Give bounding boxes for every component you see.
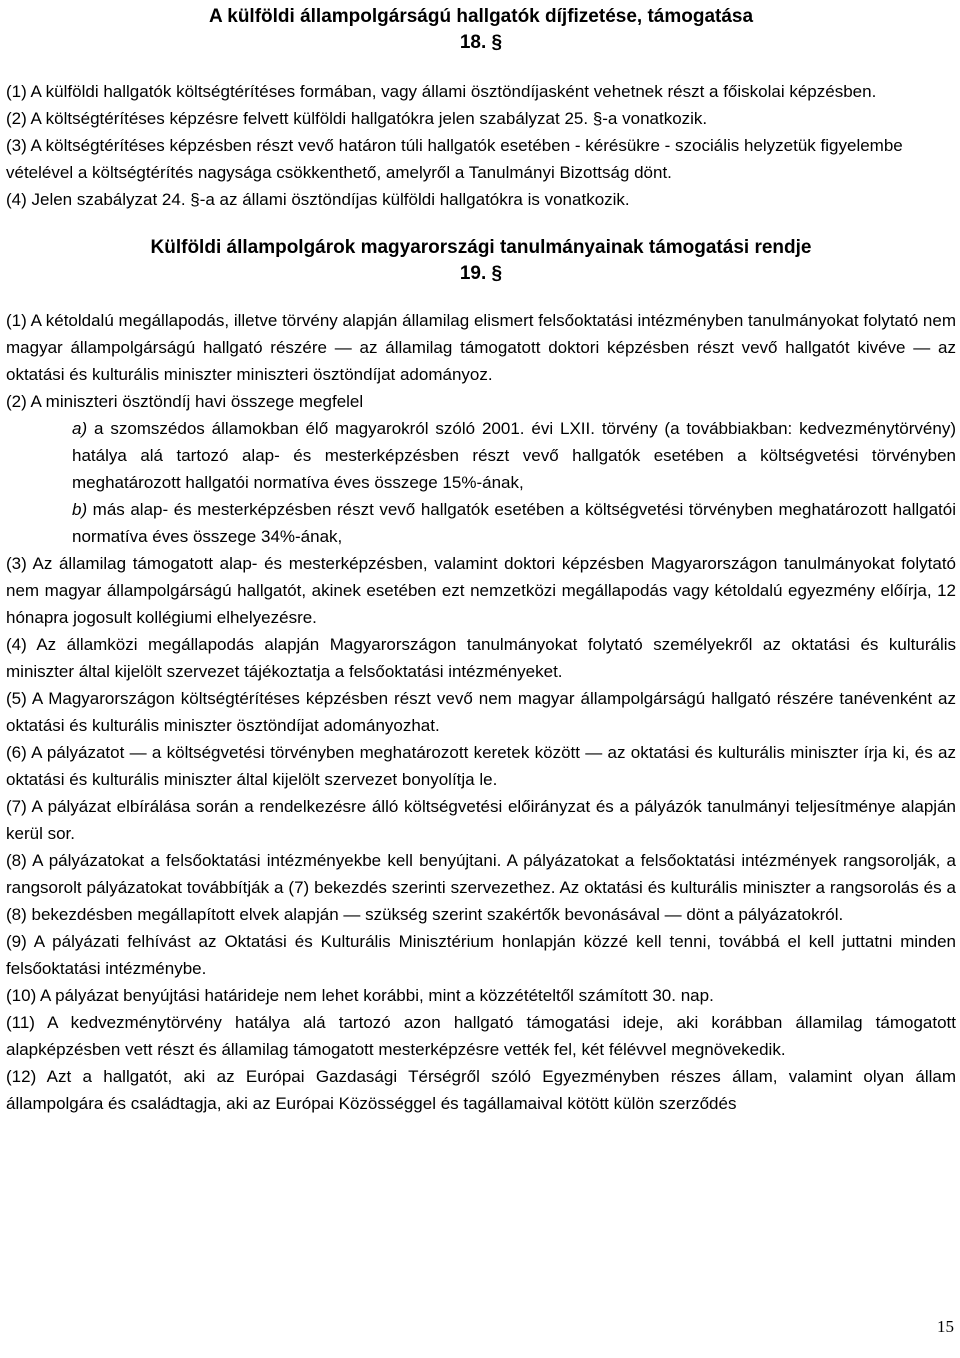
page-number: 15	[937, 1317, 954, 1336]
section-number: 19. §	[459, 263, 503, 284]
paragraph: (3) A költségtérítéses képzésben részt vevő határon túli hallgatók esetében - kérésükre - szociális helyzetük figyelembe vételével a költségtérítés nagysága csökkenthető, amelyről a Tanulmányi Bizottság dönt.	[6, 136, 903, 182]
paragraph: (4) Jelen szabályzat 24. §-a az állami ösztöndíjas külföldi hallgatókra is vonatkozik.	[6, 190, 630, 209]
paragraph: (8) A pályázatokat a felsőoktatási intézményekbe kell benyújtani. A pályázatokat a felsőoktatási intézmények rangsorolják, a rangsorolt pályázatokat továbbítják a (7) bekezdés szerinti szervezethez. Az oktatási és kulturális miniszter a rangsorolás és a (8) bekezdésben megállapított elvek alapján ― szükség szerint szakértők bevonásával ― dönt a pályázatokról.	[6, 851, 956, 924]
paragraph: (1) A kétoldalú megállapodás, illetve törvény alapján államilag elismert felsőoktatási intézményben tanulmányokat folytató nem magyar állampolgárságú hallgató részére ― az államilag támogatott doktori képzésben részt vevő hallgatót kivéve ― az oktatási és kulturális miniszter miniszteri ösztöndíjat adományoz.	[6, 311, 956, 384]
paragraph: (11) A kedvezménytörvény hatálya alá tartozó azon hallgató támogatási ideje, aki korábban államilag támogatott alapképzésben vett részt és államilag támogatott mesterképzésre vették fel, két félévvel megnövekedik.	[6, 1013, 956, 1059]
list-item-text: más alap- és mesterképzésben részt vevő hallgatók esetében a költségvetési törvényben meghatározott hallgatói normatíva éves összege 34%-ának,	[72, 500, 956, 546]
section-title: A külföldi állampolgárságú hallgatók díjfizetése, támogatása	[208, 6, 754, 27]
list-item	[72, 496, 956, 550]
paragraph: (9) A pályázati felhívást az Oktatási és Kulturális Minisztérium honlapján közzé kell tenni, továbbá el kell juttatni minden felsőoktatási intézménybe.	[6, 932, 956, 978]
paragraph: (3) Az államilag támogatott alap- és mesterképzésben, valamint doktori képzésben Magyarországon tanulmányokat folytató nem magyar állampolgárságú hallgatót, akinek esetében ezt nemzetközi megállapodás vagy kétoldalú egyezmény előírja, 12 hónapra jogosult kollégiumi elhelyezésre.	[6, 554, 956, 627]
paragraph: (10) A pályázat benyújtási határideje nem lehet korábbi, mint a közzétételtől számított 30. nap.	[6, 986, 714, 1005]
paragraph: (6) A pályázatot ― a költségvetési törvényben meghatározott keretek között ― az oktatási és kulturális miniszter írja ki, és az oktatási és kulturális miniszter által kijelölt szervezet bonyolítja le.	[6, 743, 956, 789]
paragraph: (1) A külföldi hallgatók költségtérítéses formában, vagy állami ösztöndíjasként vehetnek részt a főiskolai képzésben.	[6, 82, 877, 101]
paragraph: (4) Az államközi megállapodás alapján Magyarországon tanulmányokat folytató személyekről az oktatási és kulturális miniszter által kijelölt szervezet tájékoztatja a felsőoktatási intézményeket.	[6, 635, 956, 681]
list-item-text: a szomszédos államokban élő magyarokról szóló 2001. évi LXII. törvény (a továbbiakban: kedvezménytörvény) hatálya alá tartozó alap- és mesterképzésben részt vevő hallgatók esetében a költségvetési törvényben meghatározott hallgatói normatíva éves összege 15%-ának,	[72, 419, 956, 492]
paragraph: (7) A pályázat elbírálása során a rendelkezésre álló költségvetési előirányzat és a pályázók tanulmányi teljesítménye alapján kerül sor.	[6, 797, 956, 843]
section-number: 18. §	[459, 32, 503, 53]
paragraph: (12) Azt a hallgatót, aki az Európai Gazdasági Térségről szóló Egyezményben részes állam, valamint olyan állam állampolgára és családtagja, aki az Európai Közösséggel és tagállamaival kötött külön szerződés	[6, 1067, 956, 1113]
list-item-label: b)	[72, 500, 88, 519]
list-item-label: a)	[72, 419, 88, 438]
list-item	[72, 415, 956, 496]
section-title: Külföldi állampolgárok magyarországi tanulmányainak támogatási rendje	[150, 237, 812, 258]
paragraph: (2) A miniszteri ösztöndíj havi összege megfelel	[6, 392, 364, 411]
paragraph: (2) A költségtérítéses képzésre felvett külföldi hallgatókra jelen szabályzat 25. §-a vonatkozik.	[6, 109, 708, 128]
document-page	[6, 0, 956, 1117]
paragraph: (5) A Magyarországon költségtérítéses képzésben részt vevő nem magyar állampolgárságú hallgató részére tanévenként az oktatási és kulturális miniszter ösztöndíjat adományozhat.	[6, 689, 956, 735]
